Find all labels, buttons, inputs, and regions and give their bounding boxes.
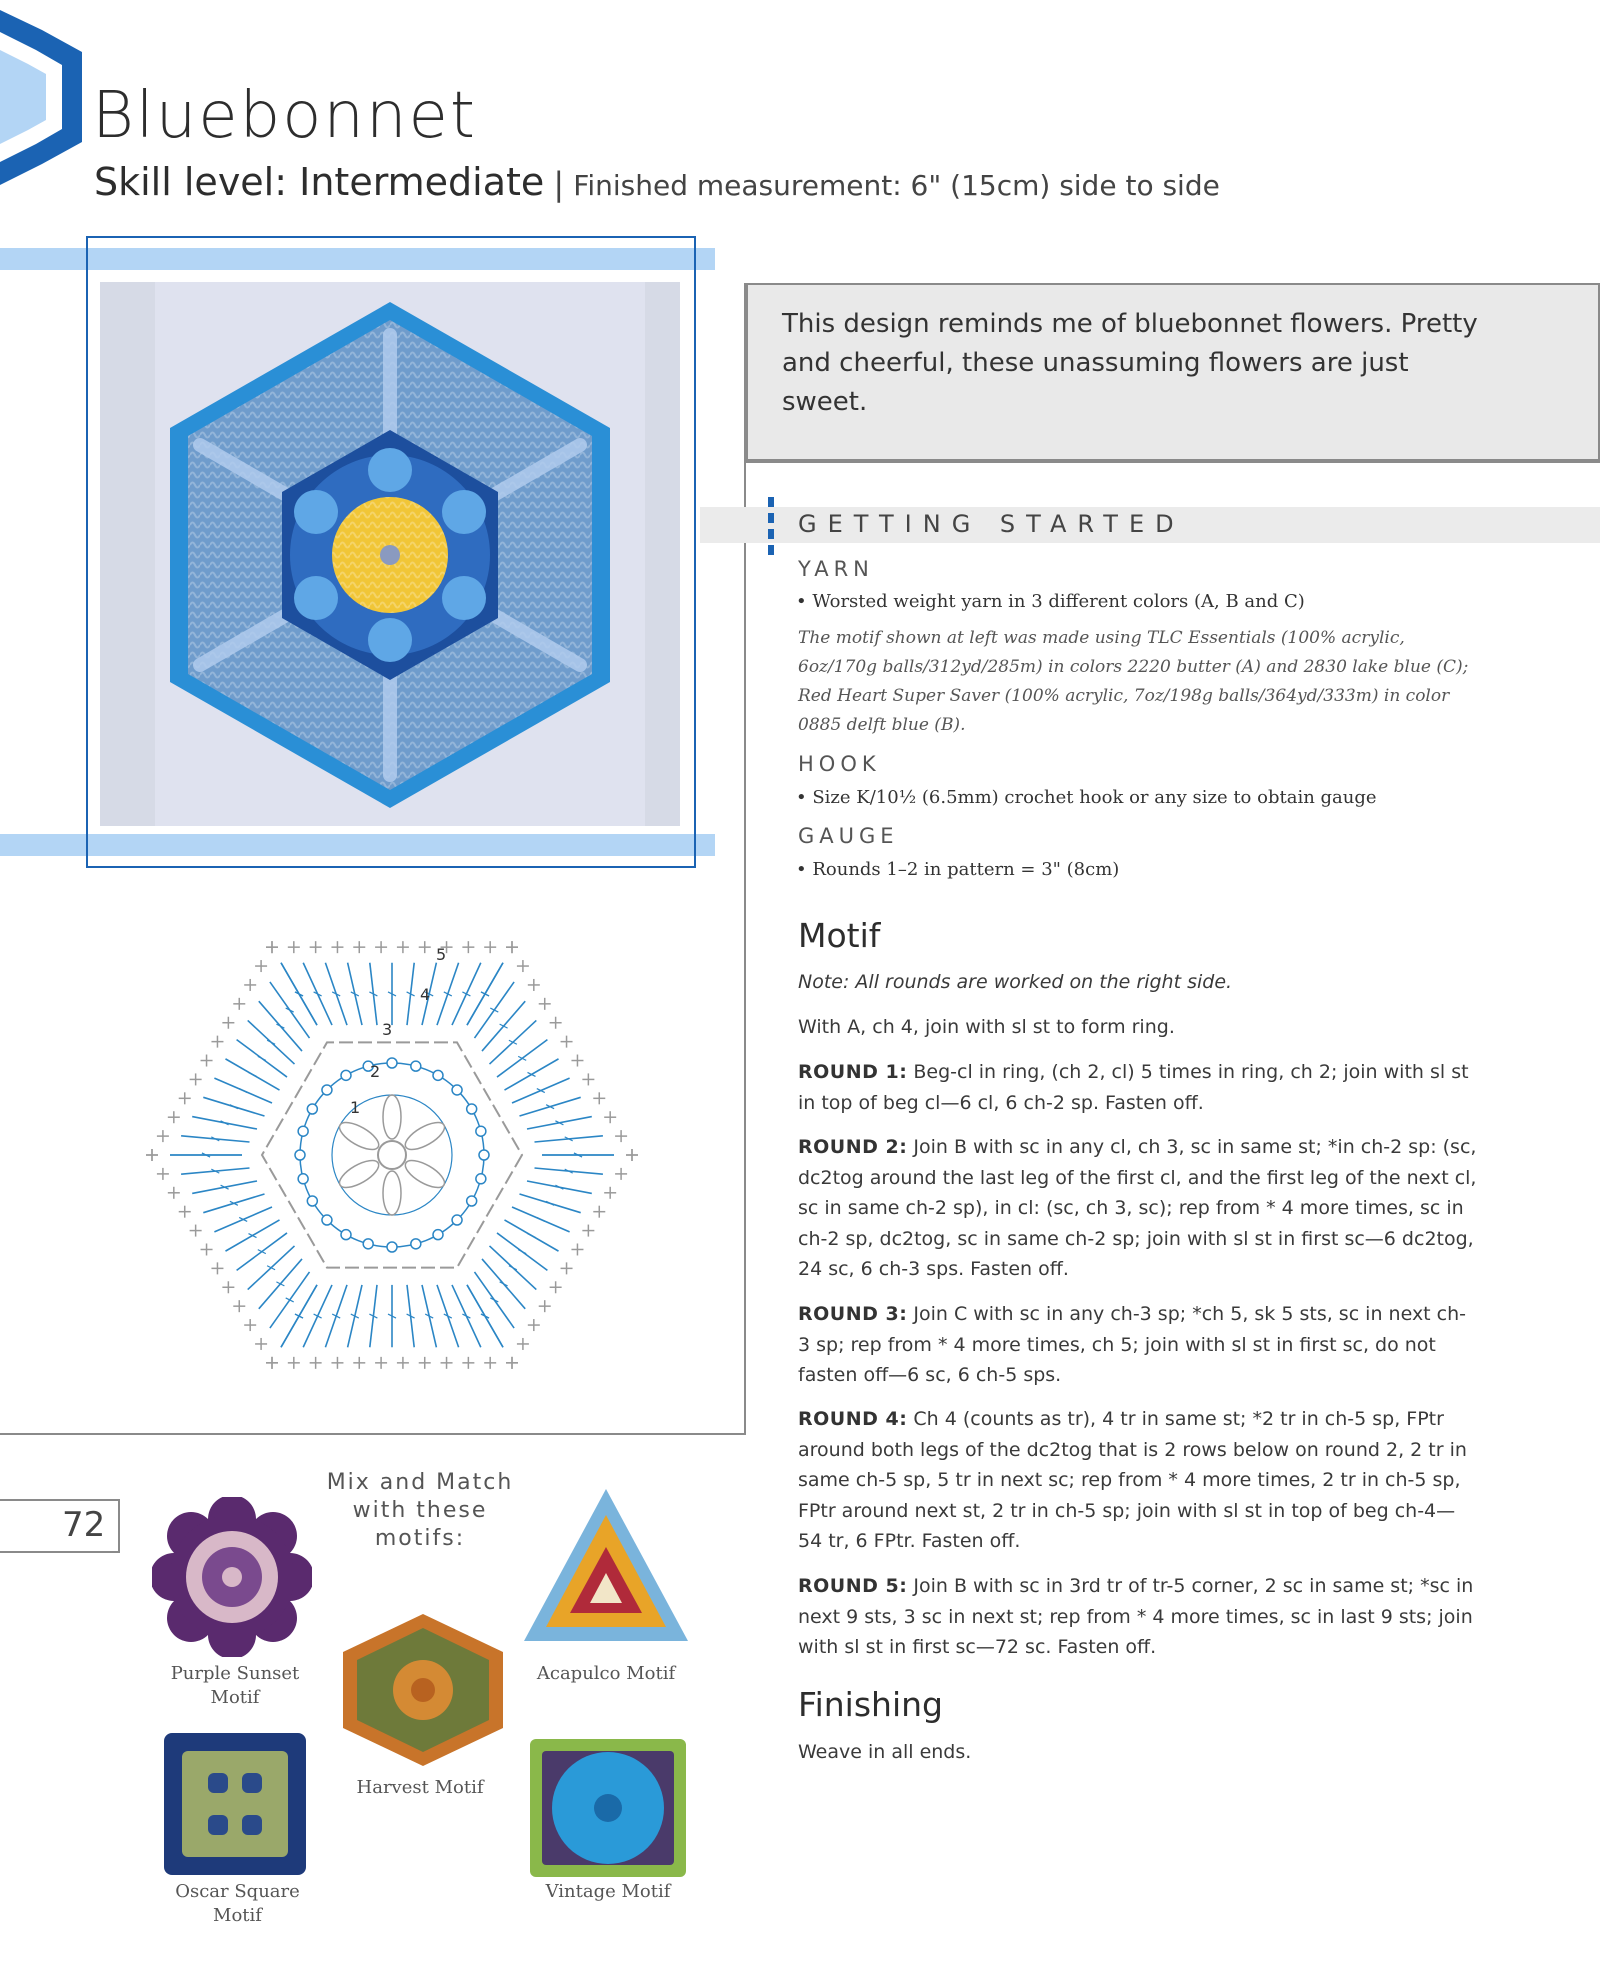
tr-stitch-bar — [490, 1008, 498, 1012]
sc-stitch-mark — [307, 1104, 317, 1114]
sc-stitch-mark — [467, 1196, 477, 1206]
tr-stitch-bar — [258, 1056, 266, 1060]
round-number: 4 — [420, 985, 431, 1004]
hook-label: HOOK — [798, 752, 881, 776]
sc-stitch-mark — [467, 1104, 477, 1114]
tr-stitch-bar — [286, 1008, 294, 1012]
sc-stitch-mark — [452, 1215, 462, 1225]
motif-caption: Harvest Motif — [356, 1777, 484, 1798]
finished-measurement: Finished measurement: 6" (15cm) side to side — [573, 169, 1220, 202]
skill-level: Skill level: Intermediate — [94, 160, 545, 204]
tr-stitch-bar — [276, 1024, 284, 1028]
round-label: ROUND 4: — [798, 1408, 908, 1430]
round-1 — [798, 1057, 1478, 1118]
acapulco-motif-image — [520, 1485, 692, 1645]
motif-heading: Motif — [798, 916, 881, 955]
tr-stitch-bar — [518, 1250, 526, 1254]
motif-caption: Purple Sunset Motif — [170, 1663, 300, 1708]
purple-sunset-motif-image — [152, 1497, 312, 1657]
dotted-accent-icon — [768, 497, 776, 555]
motif-caption: Vintage Motif — [545, 1881, 671, 1902]
round-label: ROUND 5: — [798, 1575, 908, 1597]
sc-stitch-mark — [295, 1150, 305, 1160]
cluster-petal — [336, 1117, 383, 1155]
sc-stitch-mark — [363, 1239, 373, 1249]
tr-stitch-bar — [528, 1234, 536, 1238]
vintage-motif-image — [522, 1733, 694, 1883]
sc-stitch-mark — [298, 1174, 308, 1184]
intro-text: This design reminds me of bluebonnet flowers. Pretty and cheerful, these unassuming flowers are just sweet. — [782, 309, 1478, 417]
sc-stitch-mark — [452, 1085, 462, 1095]
cluster-petal — [401, 1117, 448, 1155]
tr-stitch-bar — [509, 1266, 517, 1270]
yarn-label: YARN — [798, 557, 874, 581]
round-number: 2 — [370, 1062, 381, 1081]
round-4 — [798, 1404, 1478, 1557]
round-number: 5 — [436, 945, 447, 964]
cluster-petal — [401, 1155, 448, 1193]
tr-stitch-bar — [267, 1040, 275, 1044]
round-label: ROUND 2: — [798, 1136, 908, 1158]
subtitle — [94, 160, 1220, 204]
round-text: Ch 4 (counts as tr), 4 tr in same st; *2 tr in ch-5 sp, FPtr around both legs of the dc2tog that is 2 rows below on round 2, 2 tr in same ch-5 sp, 5 tr in next sc; rep from * 4 more times, 2 tr in ch-5 sp, FPtr around next st, 2 tr in ch-5 sp; join with sl st in top of beg ch-4—54 tr, 6 FPtr. Fasten off. — [798, 1408, 1467, 1552]
harvest-motif-image — [333, 1610, 513, 1770]
corner-hexagon-logo — [0, 10, 95, 185]
sc-stitch-mark — [479, 1150, 489, 1160]
round-5 — [798, 1571, 1478, 1663]
round-text: Join B with sc in 3rd tr of tr-5 corner, 2 sc in same st; *sc in next 9 sts, 3 sc in next st; rep from * 4 more times, sc in last 9 sts; join with sl st in first sc—72 sc. Fasten off. — [798, 1575, 1474, 1658]
yarn-bullet: • Worsted weight yarn in 3 different colors (A, B and C) — [796, 591, 1305, 612]
sc-stitch-mark — [341, 1070, 351, 1080]
sc-stitch-mark — [322, 1215, 332, 1225]
motif-caption: Oscar Square Motif — [175, 1881, 300, 1926]
oscar-square-motif-image — [164, 1733, 306, 1875]
sc-stitch-mark — [411, 1061, 421, 1071]
gauge-label: GAUGE — [798, 824, 899, 848]
tr-stitch-bar — [239, 1089, 247, 1093]
tr-stitch-bar — [500, 1024, 508, 1028]
mix-match-title: Mix and Match with these motifs: — [326, 1470, 514, 1551]
round-number: 3 — [382, 1020, 393, 1039]
page-title: Bluebonnet — [92, 79, 477, 153]
subtitle-separator: | — [553, 165, 565, 203]
sc-stitch-mark — [411, 1239, 421, 1249]
sc-stitch-mark — [433, 1230, 443, 1240]
sc-stitch-mark — [433, 1070, 443, 1080]
round-text: Beg-cl in ring, (ch 2, cl) 5 times in ring, ch 2; join with sl st in top of beg cl—6 cl, 6 ch-2 sp. Fasten off. — [798, 1061, 1469, 1114]
tr-stitch-bar — [249, 1072, 257, 1076]
round-text: Join B with sc in any cl, ch 3, sc in same st; *in ch-2 sp: (sc, dc2tog around the last leg of the first cl, and the first leg of the next cl, sc in same ch-2 sp), in cl: (sc, ch 3, sc); rep from * 4 more times, sc in ch-2 sp, dc2tog, sc in same ch-2 sp; join with sl st in first sc—6 dc2tog, 24 sc, 6 ch-3 sps. Fasten off. — [798, 1136, 1477, 1280]
right-panel-divider — [746, 461, 1600, 463]
sc-stitch-mark — [387, 1058, 397, 1068]
sc-stitch-mark — [307, 1196, 317, 1206]
magic-ring — [378, 1141, 406, 1169]
round-3 — [798, 1299, 1478, 1391]
finishing-text: Weave in all ends. — [798, 1741, 972, 1763]
crochet-chart-diagram — [100, 895, 685, 1415]
page-number: 72 — [62, 1505, 106, 1545]
tr-stitch-bar — [267, 1266, 275, 1270]
sc-stitch-mark — [341, 1230, 351, 1240]
gauge-bullet: • Rounds 1–2 in pattern = 3" (8cm) — [796, 859, 1120, 880]
sc-stitch-mark — [322, 1085, 332, 1095]
round-2 — [798, 1132, 1478, 1285]
tr-stitch-bar — [286, 1298, 294, 1302]
tr-stitch-bar — [509, 1040, 517, 1044]
tr-stitch-bar — [546, 1201, 554, 1205]
motif-note: Note: All rounds are worked on the right side. — [798, 971, 1233, 993]
sc-stitch-mark — [476, 1174, 486, 1184]
getting-started-title: GETTING STARTED — [798, 510, 1185, 538]
tr-stitch-bar — [230, 1105, 238, 1109]
hook-bullet: • Size K/10½ (6.5mm) crochet hook or any size to obtain gauge — [796, 787, 1377, 808]
cluster-petal — [336, 1155, 383, 1193]
finishing-heading: Finishing — [798, 1685, 943, 1724]
sc-stitch-mark — [476, 1126, 486, 1136]
photo-frame — [86, 236, 696, 868]
tr-stitch-bar — [276, 1282, 284, 1286]
yarn-note: The motif shown at left was made using TLC Essentials (100% acrylic, 6oz/170g balls/312yd/285m) in colors 2220 butter (A) and 2830 lake blue (C); Red Heart Super Saver (100% acrylic, 7oz/198g balls/364yd/333m) in color 0885 delft blue (B). — [798, 628, 1469, 735]
tr-stitch-bar — [500, 1282, 508, 1286]
cluster-petal — [383, 1171, 401, 1215]
round-label: ROUND 3: — [798, 1303, 908, 1325]
tr-stitch-bar — [490, 1298, 498, 1302]
round-text: Join C with sc in any ch-3 sp; *ch 5, sk 5 sts, sc in next ch-3 sp; rep from * 4 more times, ch 5; join with sl st in first sc, do not fasten off—6 sc, 6 ch-5 sps. — [798, 1303, 1467, 1386]
sc-stitch-mark — [387, 1242, 397, 1252]
round-label: ROUND 1: — [798, 1061, 908, 1083]
motif-caption: Acapulco Motif — [536, 1663, 676, 1684]
sc-stitch-mark — [298, 1126, 308, 1136]
round-number: 1 — [350, 1098, 361, 1117]
cluster-petal — [383, 1095, 401, 1139]
tr-stitch-bar — [537, 1217, 545, 1221]
motif-start: With A, ch 4, join with sl st to form ring. — [798, 1016, 1175, 1038]
